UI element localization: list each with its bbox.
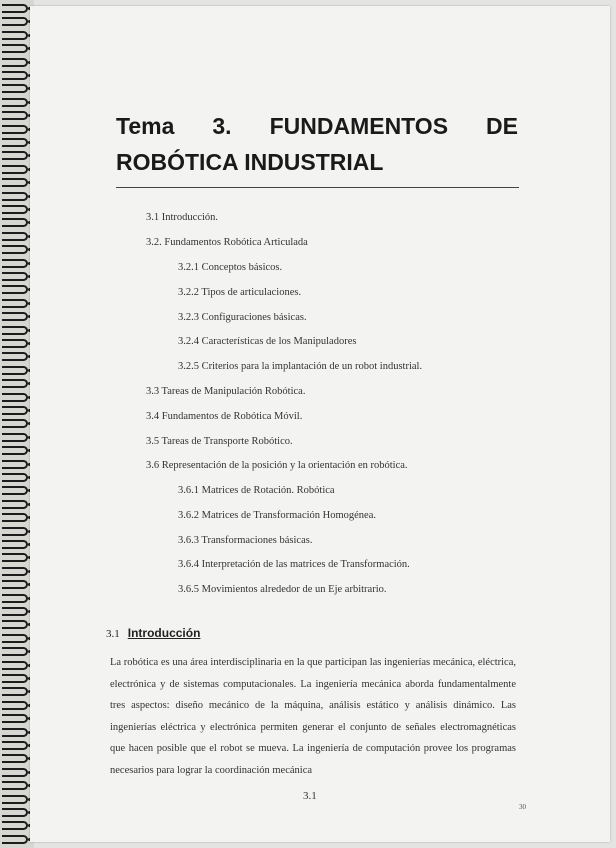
binding-coil — [2, 379, 28, 388]
binding-coil — [2, 553, 28, 562]
binding-coil — [2, 312, 28, 321]
binding-coil — [2, 527, 28, 536]
binding-coil — [2, 111, 28, 120]
binding-coil — [2, 272, 28, 281]
binding-coil — [2, 754, 28, 763]
toc-item: 3.2.2 Tipos de articulaciones. — [178, 287, 302, 298]
binding-coil — [2, 58, 28, 67]
binding-coil — [2, 151, 28, 160]
toc-item: 3.2. Fundamentos Robótica Articulada — [146, 237, 308, 248]
binding-coil — [2, 419, 28, 428]
binding-coil — [2, 4, 28, 13]
spiral-binding — [0, 0, 34, 848]
binding-coil — [2, 460, 28, 469]
binding-coil — [2, 647, 28, 656]
toc-item: 3.2.1 Conceptos básicos. — [178, 262, 283, 273]
binding-coil — [2, 620, 28, 629]
binding-coil — [2, 607, 28, 616]
chapter-title-line-1 — [116, 108, 518, 144]
binding-coil — [2, 473, 28, 482]
binding-coil — [2, 701, 28, 710]
binding-coil — [2, 567, 28, 576]
binding-coil — [2, 808, 28, 817]
binding-coil — [2, 71, 28, 80]
binding-coil — [2, 366, 28, 375]
section-heading — [106, 626, 200, 640]
binding-coil — [2, 781, 28, 790]
toc-item: 3.6.2 Matrices de Transformación Homogénea. — [178, 510, 376, 521]
binding-coil — [2, 393, 28, 402]
binding-coil — [2, 486, 28, 495]
toc-item: 3.4 Fundamentos de Robótica Móvil. — [146, 411, 303, 422]
title-word-de: DE — [486, 113, 518, 139]
binding-coil — [2, 741, 28, 750]
binding-coil — [2, 44, 28, 53]
binding-coil — [2, 165, 28, 174]
page-number: 3.1 — [303, 790, 317, 802]
binding-coil — [2, 634, 28, 643]
binding-coil — [2, 125, 28, 134]
binding-coil — [2, 580, 28, 589]
title-word-fundamentos: FUNDAMENTOS — [269, 113, 449, 139]
binding-coil — [2, 687, 28, 696]
toc-item: 3.6 Representación de la posición y la orientación en robótica. — [146, 460, 408, 471]
binding-coil — [2, 674, 28, 683]
binding-coil — [2, 661, 28, 670]
binding-coil — [2, 138, 28, 147]
binding-coil — [2, 98, 28, 107]
binding-coil — [2, 540, 28, 549]
binding-coil — [2, 285, 28, 294]
toc-item: 3.2.5 Criterios para la implantación de un robot industrial. — [178, 361, 423, 372]
section-label: Introducción — [127, 626, 201, 640]
binding-coil — [2, 513, 28, 522]
binding-coil — [2, 406, 28, 415]
binding-coil — [2, 352, 28, 361]
binding-coil — [2, 84, 28, 93]
title-word-number: 3. — [212, 113, 232, 139]
binding-coil — [2, 218, 28, 227]
binding-coil — [2, 232, 28, 241]
binding-coil — [2, 433, 28, 442]
binding-coil — [2, 17, 28, 26]
binding-coil — [2, 500, 28, 509]
chapter-title — [116, 108, 518, 180]
binding-coil — [2, 259, 28, 268]
toc-item: 3.6.5 Movimientos alrededor de un Eje arbitrario. — [178, 584, 387, 595]
binding-coil — [2, 205, 28, 214]
title-word-tema: Tema — [116, 113, 175, 139]
toc-item: 3.2.3 Configuraciones básicas. — [178, 312, 307, 323]
title-divider — [116, 187, 519, 188]
section-number: 3.1 — [106, 628, 120, 640]
binding-coil — [2, 768, 28, 777]
binding-coil — [2, 795, 28, 804]
binding-coil — [2, 31, 28, 40]
binding-coil — [2, 594, 28, 603]
binding-coil — [2, 714, 28, 723]
binding-coil — [2, 178, 28, 187]
toc-item: 3.6.3 Transformaciones básicas. — [178, 535, 313, 546]
binding-coil — [2, 245, 28, 254]
binding-coil — [2, 299, 28, 308]
toc-item: 3.1 Introducción. — [146, 212, 219, 223]
binding-coil — [2, 835, 28, 844]
binding-coil — [2, 821, 28, 830]
toc-item: 3.3 Tareas de Manipulación Robótica. — [146, 386, 306, 397]
binding-coil — [2, 728, 28, 737]
binding-coil — [2, 446, 28, 455]
toc-item: 3.6.1 Matrices de Rotación. Robótica — [178, 485, 335, 496]
body-paragraph: La robótica es una área interdisciplinaria en la que participan las ingenierías mecánica, eléctrica, electrónica y de sistemas computacionales. La ingeniería mecánica aborda fundamentalmente tres aspectos: diseño mecánico de la máquina, análisis estático y análisis dinámico. Las ingenierías eléctrica y electrónica permiten generar el conjunto de señales electromagnéticas que hacen posible que el robot se mueva. La ingeniería de computación provee los programas necesarios para lograr la coordinación mecánica — [110, 657, 516, 776]
toc-item: 3.5 Tareas de Transporte Robótico. — [146, 436, 293, 447]
binding-coil — [2, 339, 28, 348]
corner-mark: 30 — [519, 803, 526, 811]
toc-item: 3.2.4 Características de los Manipuladores — [178, 336, 357, 347]
binding-coil — [2, 326, 28, 335]
chapter-title-line-2: ROBÓTICA INDUSTRIAL — [116, 149, 384, 175]
toc-item: 3.6.4 Interpretación de las matrices de Transformación. — [178, 559, 410, 570]
binding-coil — [2, 192, 28, 201]
